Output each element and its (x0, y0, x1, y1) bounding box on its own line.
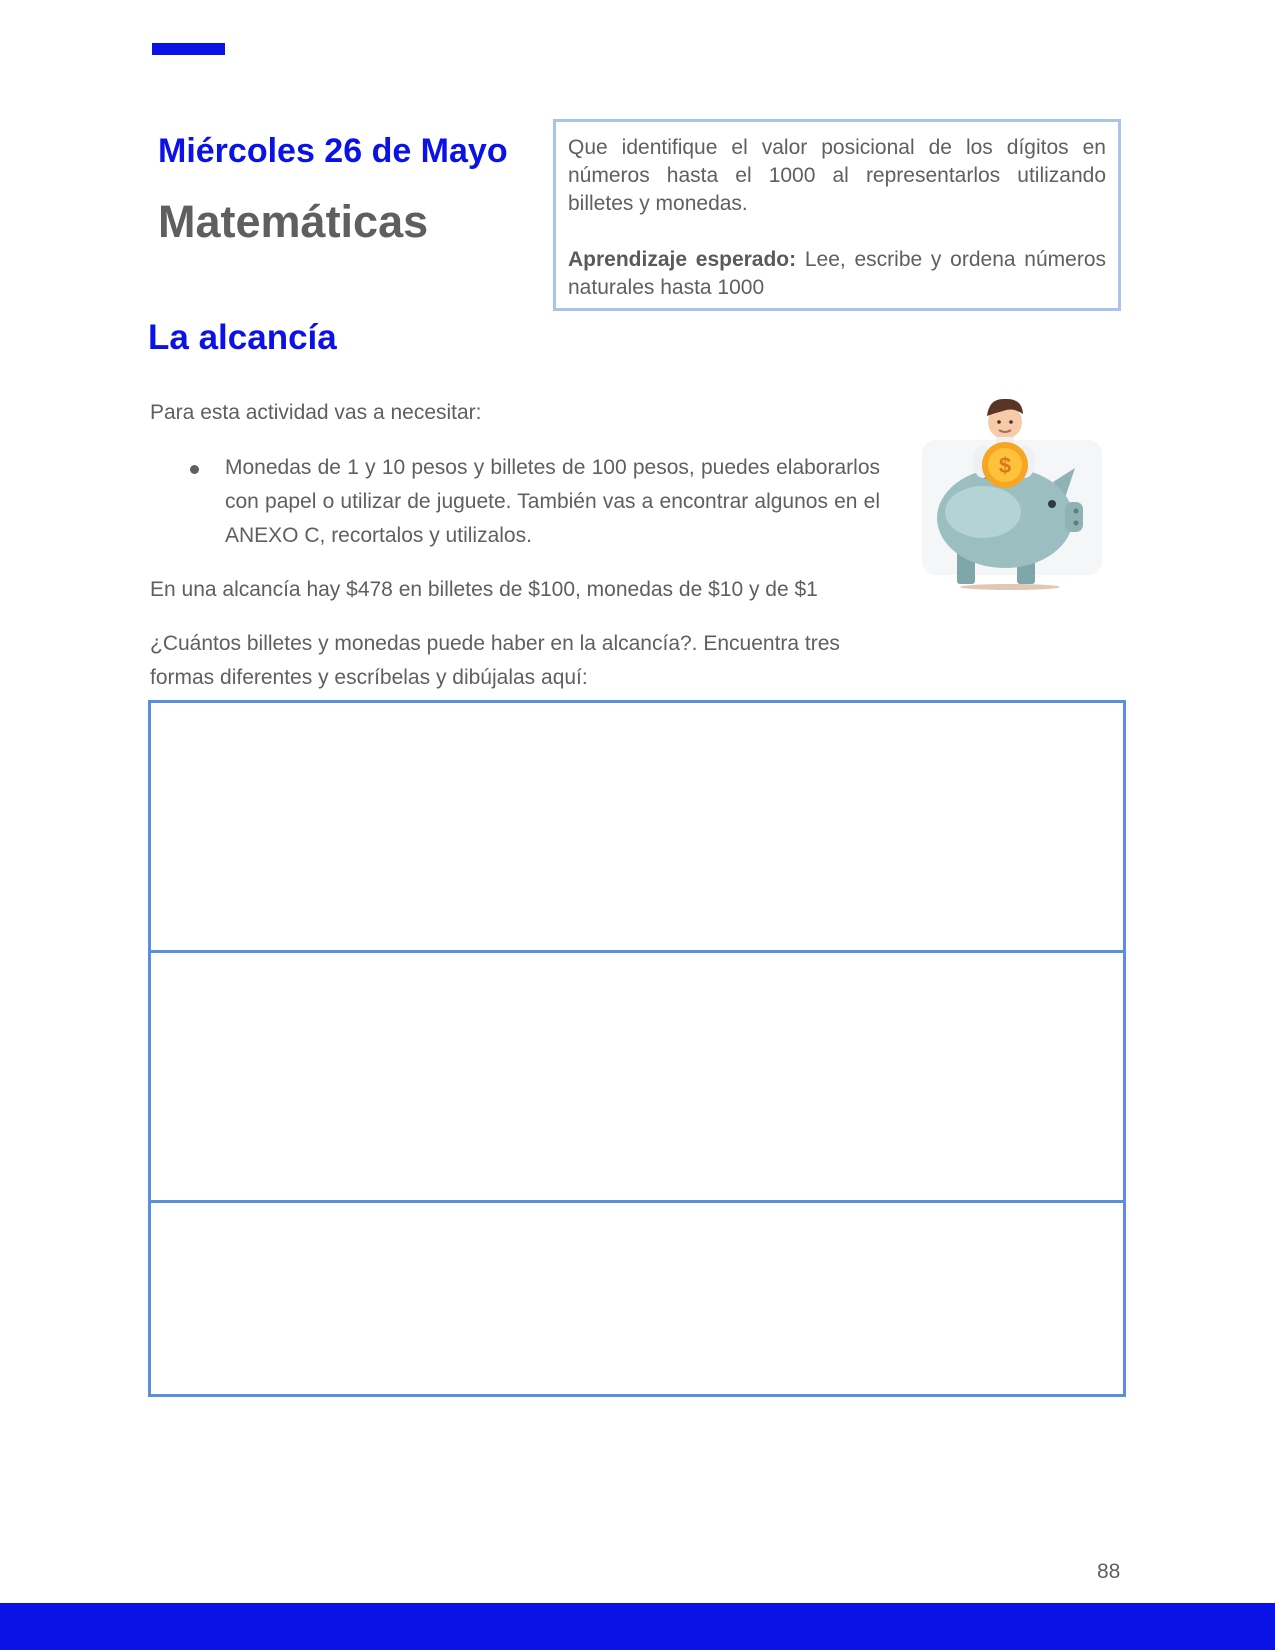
objective-text: Que identifique el valor posicional de los dígitos en números hasta el 1000 al representarlos utilizando billetes y monedas. (568, 136, 1106, 215)
piggy-bank-icon (905, 390, 1120, 600)
materials-list-item (186, 451, 880, 553)
bullet-icon (190, 465, 199, 474)
problem-statement: En una alcancía hay $478 en billetes de $100, monedas de $10 y de $1 (150, 578, 818, 601)
materials-item-text: Monedas de 1 y 10 pesos y billetes de 100 pesos, puedes elaborarlos con papel o utilizar de juguete. También vas a encontrar algunos en el ANEXO C, recortalos y utilizalos. (225, 456, 880, 547)
answer-box-2[interactable] (151, 953, 1123, 1203)
subject-title: Matemáticas (158, 196, 429, 247)
answer-box-3[interactable] (151, 1203, 1123, 1394)
coin-symbol: $ (998, 453, 1012, 478)
date-heading: Miércoles 26 de Mayo (158, 132, 508, 170)
answer-grid (148, 700, 1126, 1397)
footer-bar (0, 1603, 1275, 1650)
page-number: 88 (1097, 1560, 1121, 1583)
section-title: La alcancía (148, 318, 337, 357)
problem-question: ¿Cuántos billetes y monedas puede haber en la alcancía?. Encuentra tres formas diferentes y escríbelas y dibújalas aquí: (150, 632, 840, 689)
top-accent-bar (152, 43, 225, 55)
answer-box-1[interactable] (151, 703, 1123, 953)
learning-expected (568, 246, 1106, 302)
learning-expected-label: Aprendizaje esperado: (568, 248, 797, 271)
objective-box (553, 119, 1121, 311)
materials-intro: Para esta actividad vas a necesitar: (150, 401, 482, 424)
learning-expected-text: Lee, escribe y ordena números naturales hasta 1000 (568, 248, 1106, 299)
